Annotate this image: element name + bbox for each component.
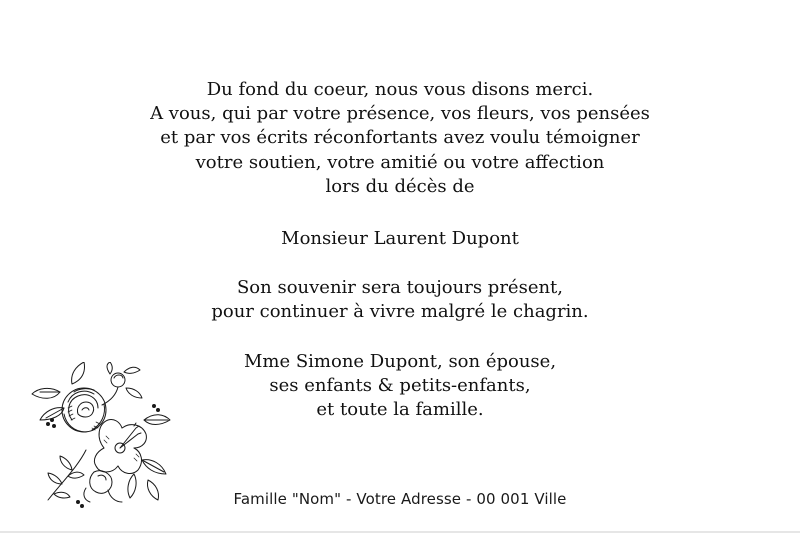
family-line: Mme Simone Dupont, son épouse,: [243, 351, 557, 372]
memory-line: pour continuer à vivre malgré le chagrin.: [211, 301, 589, 323]
family-line: ses enfants & petits-enfants,: [269, 375, 531, 397]
deceased-name-block: [0, 227, 800, 251]
intro-line: Du fond du coeur, nous vous disons merci.: [206, 79, 594, 100]
intro-line: lors du décès de: [325, 175, 475, 197]
memory-message: [0, 276, 800, 324]
intro-line: et par vos écrits réconfortants avez voulu témoigner: [160, 127, 640, 149]
intro-line: votre soutien, votre amitié ou votre affection: [195, 151, 605, 173]
footer-address: Famille "Nom" - Votre Adresse - 00 001 Ville: [233, 490, 567, 508]
intro-line: A vous, qui par votre présence, vos fleurs, vos pensées: [150, 103, 650, 125]
intro-message: [0, 78, 800, 199]
deceased-name: Monsieur Laurent Dupont: [281, 228, 519, 249]
family-line: et toute la famille.: [316, 399, 484, 421]
memory-line: Son souvenir sera toujours présent,: [236, 277, 564, 298]
